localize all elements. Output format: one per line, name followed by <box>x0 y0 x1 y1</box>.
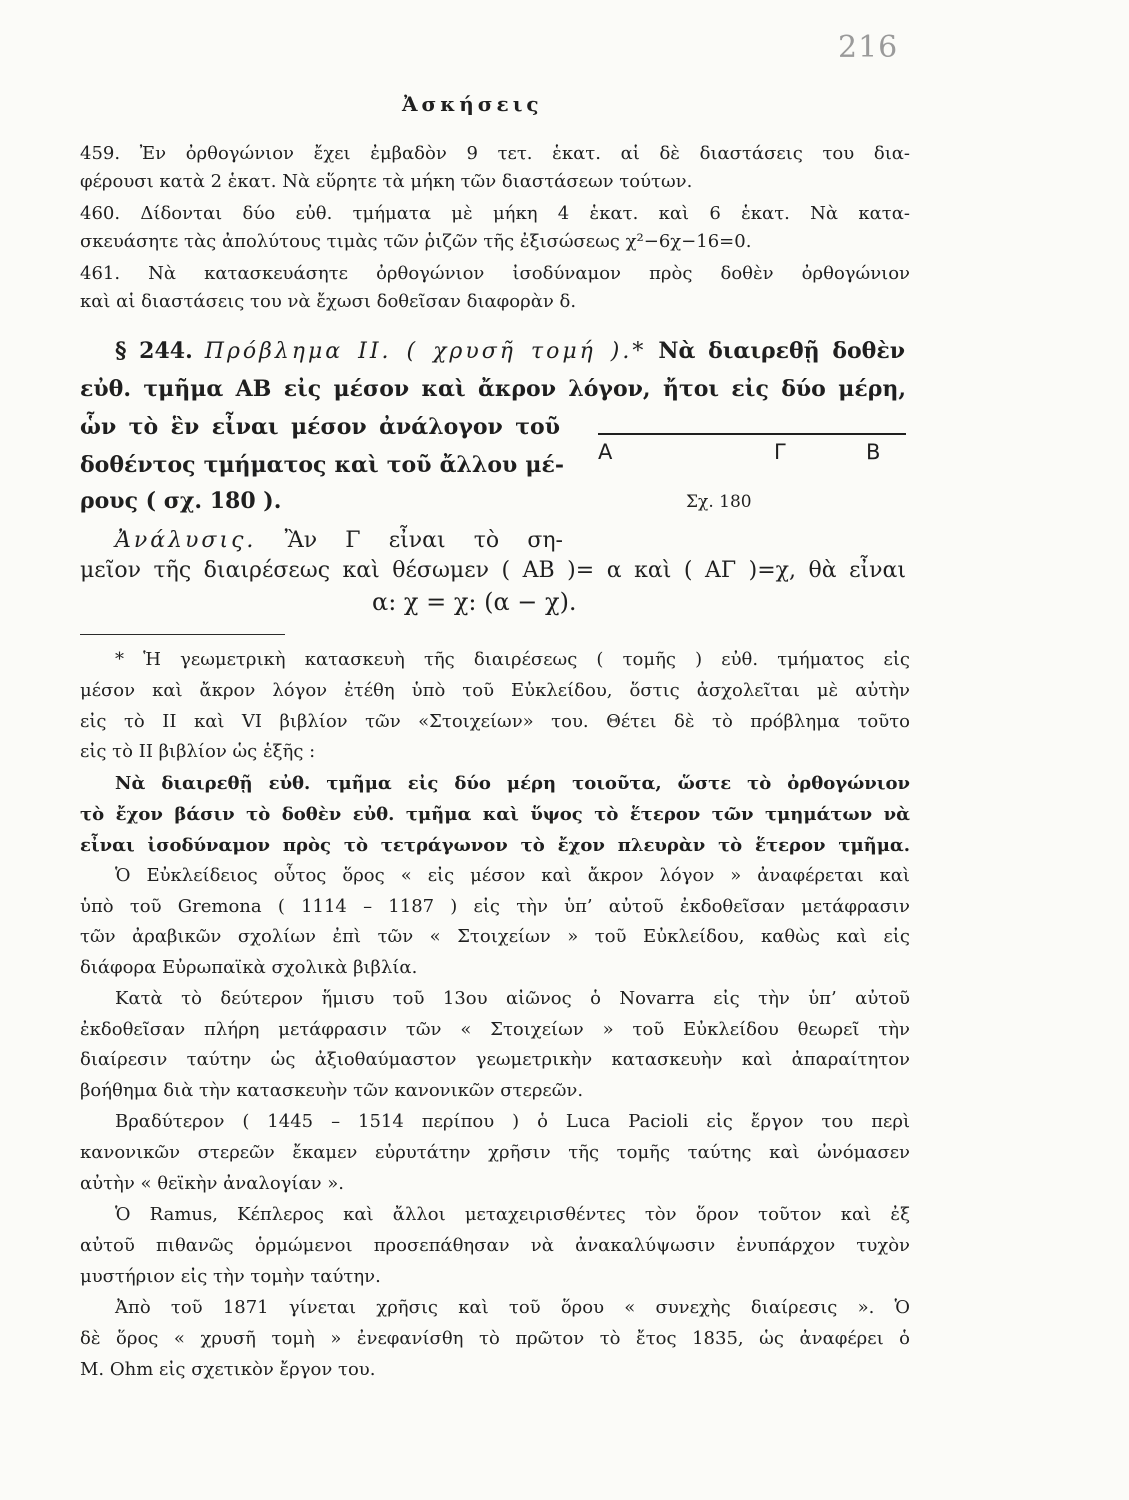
analysis-line-1 <box>115 524 563 558</box>
footnote-line-23: δὲ ὅρος « χρυσῆ τομὴ » ἐνεφανίσθη τὸ πρῶτον τὸ ἔτος 1835, ὡς ἀναφέρει ὁ <box>80 1328 910 1349</box>
exercise-461-line-1: 461. Νὰ κατασκευάσητε ὀρθογώνιον ἰσοδύναμον πρὸς δοθὲν ὀρθογώνιον <box>80 263 910 284</box>
problem-line-3: ὧν τὸ ἓν εἶναι μέσον ἀνάλογον τοῦ <box>80 414 560 440</box>
footnote-line-8: Ὁ Εὐκλείδειος οὗτος ὅρος « εἰς μέσον καὶ ἄκρον λόγον » ἀναφέρεται καὶ <box>115 865 910 886</box>
problem-line-1 <box>115 334 905 369</box>
page-number: 216 <box>838 30 899 65</box>
exercise-461-line-2: καὶ αἱ διαστάσεις του νὰ ἔχωσι δοθεῖσαν διαφορὰν δ. <box>80 291 577 312</box>
footnote-line-15: βοήθημα διὰ τὴν κατασκευὴν τῶν κανονικῶν στερεῶν. <box>80 1080 584 1101</box>
footnote-line-6: τὸ ἔχον βάσιν τὸ δοθὲν εὐθ. τμῆμα καὶ ὕψος τὸ ἕτερον τῶν τμημάτων νὰ <box>80 804 910 825</box>
exercise-459-line-1: 459. Ἐν ὀρθογώνιον ἔχει ἐμβαδὸν 9 τετ. ἑκατ. αἱ δὲ διαστάσεις του δια- <box>80 143 910 164</box>
footnote-line-22: Ἀπὸ τοῦ 1871 γίνεται χρῆσις καὶ τοῦ ὅρου « συνεχὴς διαίρεσις ». Ὁ <box>115 1297 910 1318</box>
footnote-line-18: αὐτὴν « θεϊκὴν ἀναλογίαν ». <box>80 1173 345 1194</box>
footnote-line-20: αὐτοῦ πιθανῶς ὁρμώμενοι προσεπάθησαν νὰ ἀνακαλύψωσιν ἐνυπάρχον τυχὸν <box>80 1235 910 1256</box>
problem-title: Πρόβλημα ΙΙ. ( χρυσῆ τομή ).* <box>204 339 647 364</box>
proportion-formula: α: χ = χ: (α − χ). <box>372 588 577 616</box>
footnote-line-3: εἰς τὸ ΙΙ καὶ VI βιβλίον τῶν «Στοιχείων» του. Θέτει δὲ τὸ πρόβλημα τοῦτο <box>80 711 910 732</box>
footnote-rule <box>80 634 285 635</box>
footnote-line-17: κανονικῶν στερεῶν ἔκαμεν εὐρυτάτην χρῆσιν τῆς τομῆς ταύτης καὶ ὠνόμασεν <box>80 1142 910 1163</box>
footnote-line-5: Νὰ διαιρεθῇ εὐθ. τμῆμα εἰς δύο μέρη τοιοῦτα, ὥστε τὸ ὀρθογώνιον <box>115 773 910 794</box>
problem-line-4: δοθέντος τμήματος καὶ τοῦ ἄλλου μέ- <box>80 452 564 478</box>
footnote-line-9: ὑπὸ τοῦ Gremona ( 1114 – 1187 ) εἰς τὴν ὑπ’ αὐτοῦ ἐκδοθεῖσαν μετάφρασιν <box>80 896 910 917</box>
footnote-line-7: εἶναι ἰσοδύναμον πρὸς τὸ τετράγωνον τὸ ἔχον πλευρὰν τὸ ἕτερον τμῆμα. <box>80 835 910 856</box>
footnote-line-11: διάφορα Εὐρωπαϊκὰ σχολικὰ βιβλία. <box>80 957 418 978</box>
footnote-line-12: Κατὰ τὸ δεύτερον ἥμισυ τοῦ 13ου αἰῶνος ὁ Novarra εἰς τὴν ὑπ’ αὐτοῦ <box>115 988 910 1009</box>
footnote-line-19: Ὁ Ramus, Κέπλερος καὶ ἄλλοι μεταχειρισθέντες τὸν ὅρον τοῦτον καὶ ἐξ <box>115 1204 910 1225</box>
figure-caption: Σχ. 180 <box>686 492 752 512</box>
analysis-line-2: μεῖον τῆς διαιρέσεως καὶ θέσωμεν ( ΑΒ )= α καὶ ( ΑΓ )=χ, θὰ εἶναι <box>80 558 906 583</box>
analysis-label: Ἀνάλυσις. <box>115 528 257 553</box>
segment-ab <box>598 433 906 435</box>
exercises-heading: Ἀσκήσεις <box>402 92 543 116</box>
footnote-line-24: Μ. Ohm εἰς σχετικὸν ἔργον του. <box>80 1359 376 1380</box>
footnote-line-16: Βραδύτερον ( 1445 – 1514 περίπου ) ὁ Luca Pacioli εἰς ἔργον του περὶ <box>115 1111 910 1132</box>
exercise-459-line-2: φέρουσι κατὰ 2 ἑκατ. Νὰ εὕρητε τὰ μήκη τῶν διαστάσεων τούτων. <box>80 171 693 192</box>
problem-statement-start: Νὰ διαιρεθῇ δοθὲν <box>658 338 905 364</box>
exercise-460-line-2: σκευάσητε τὰς ἀπολύτους τιμὰς τῶν ῥιζῶν τῆς ἐξισώσεως χ²−6χ−16=0. <box>80 231 752 252</box>
problem-line-5: ρους ( σχ. 180 ). <box>80 488 282 514</box>
footnote-line-10: τῶν ἀραβικῶν σχολίων ἐπὶ τῶν « Στοιχείων » τοῦ Εὐκλείδου, καθὼς καὶ εἰς <box>80 926 910 947</box>
footnote-line-2: μέσον καὶ ἄκρον λόγον ἐτέθη ὑπὸ τοῦ Εὐκλείδου, ὅστις ἀσχολεῖται μὲ αὐτὴν <box>80 680 910 701</box>
analysis-text-start: Ἂν Γ εἶναι τὸ ση- <box>284 528 563 553</box>
problem-line-2: εὐθ. τμῆμα ΑΒ εἰς μέσον καὶ ἄκρον λόγον, ἤτοι εἰς δύο μέρη, <box>80 376 906 402</box>
point-label-b: Β <box>866 440 881 464</box>
footnote-line-4: εἰς τὸ ΙΙ βιβλίον ὡς ἑξῆς : <box>80 741 316 762</box>
footnote-line-14: διαίρεσιν ταύτην ὡς ἀξιοθαύμαστον γεωμετρικὴν κατασκευὴν καὶ ἀπαραίτητον <box>80 1049 910 1070</box>
footnote-line-21: μυστήριον εἰς τὴν τομὴν ταύτην. <box>80 1266 381 1287</box>
footnote-line-1: * Ἡ γεωμετρικὴ κατασκευὴ τῆς διαιρέσεως ( τομῆς ) εὐθ. τμήματος εἰς <box>115 649 910 670</box>
point-label-g: Γ <box>774 440 786 464</box>
footnote-line-13: ἐκδοθεῖσαν πλήρη μετάφρασιν τῶν « Στοιχείων » τοῦ Εὐκλείδου θεωρεῖ τὴν <box>80 1019 910 1040</box>
exercise-460-line-1: 460. Δίδονται δύο εὐθ. τμήματα μὲ μήκη 4 ἑκατ. καὶ 6 ἑκατ. Νὰ κατα- <box>80 203 910 224</box>
section-number: § 244. <box>115 338 193 364</box>
point-label-a: Α <box>598 440 613 464</box>
